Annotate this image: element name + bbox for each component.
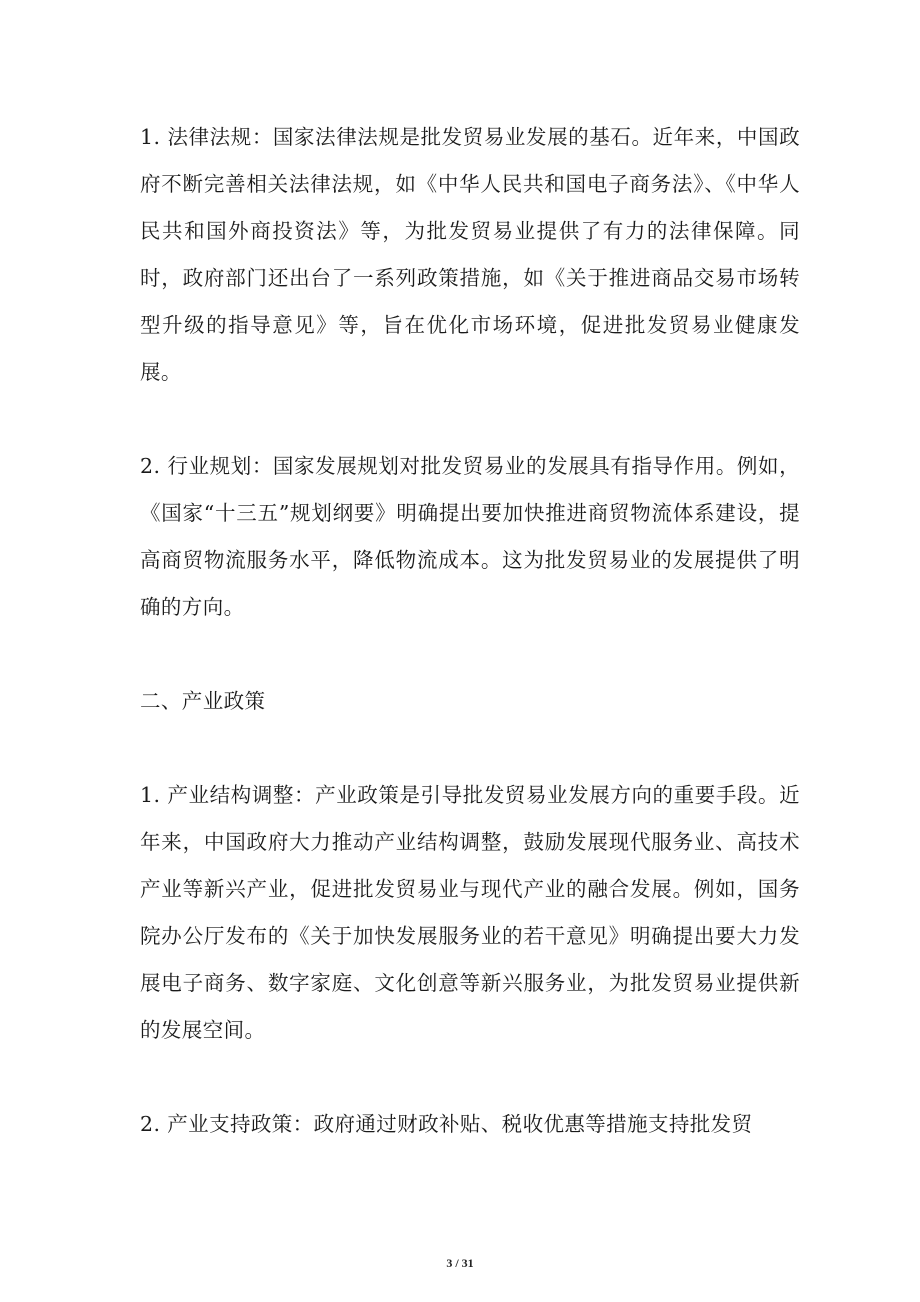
paragraph-gap — [140, 725, 800, 772]
document-body — [140, 114, 800, 1148]
paragraph-industry-support: 2. 产业支持政策：政府通过财政补贴、税收优惠等措施支持批发贸 — [140, 1112, 753, 1136]
section-heading: 二、产业政策 — [140, 689, 266, 713]
paragraph-gap — [140, 396, 800, 443]
page-number: 3 / 31 — [446, 1256, 474, 1270]
paragraph-gap — [140, 631, 800, 678]
paragraph-gap — [140, 1054, 800, 1101]
paragraph-laws: 1. 法律法规：国家法律法规是批发贸易业发展的基石。近年来，中国政府不断完善相关法律法规，如《中华人民共和国电子商务法》、《中华人民共和国外商投资法》等，为批发贸易业提供了有力的法律保障。同时，政府部门还出台了一系列政策措施，如《关于推进商品交易市场转型升级的指导意见》等，旨在优化市场环境，促进批发贸易业健康发展。 — [140, 125, 800, 384]
paragraph-industry-planning: 2. 行业规划：国家发展规划对批发贸易业的发展具有指导作用。例如，《国家“十三五”规划纲要》明确提出要加快推进商贸物流体系建设，提高商贸物流服务水平，降低物流成本。这为批发贸易业的发展提供了明确的方向。 — [140, 454, 800, 619]
paragraph-structure-adjustment: 1. 产业结构调整：产业政策是引导批发贸易业发展方向的重要手段。近年来，中国政府大力推动产业结构调整，鼓励发展现代服务业、高技术产业等新兴产业，促进批发贸易业与现代产业的融合发展。例如，国务院办公厅发布的《关于加快发展服务业的若干意见》明确提出要大力发展电子商务、数字家庭、文化创意等新兴服务业，为批发贸易业提供新的发展空间。 — [140, 783, 800, 1042]
